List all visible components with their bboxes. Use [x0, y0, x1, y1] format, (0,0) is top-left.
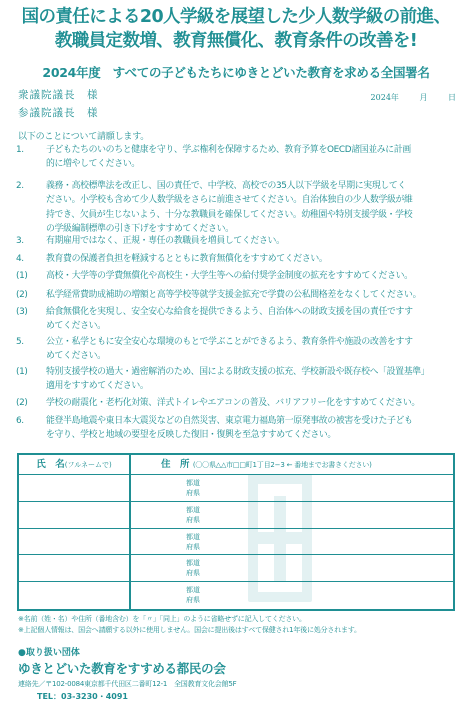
note-privacy: ※上記個人情報は、国会へ請願する以外に使用しません。国会に提出後はすべて保健され1年後に処分されます。 [18, 626, 361, 634]
name-column-header [19, 455, 129, 475]
date-day: 日 [448, 93, 456, 102]
item-line: 能登半島地震や東日本大震災などの自然災害、東京電力福島第一原発事故の被害を受けた子ども [46, 416, 413, 426]
item-number: 2. [16, 181, 24, 191]
item-number: 1. [16, 145, 24, 155]
organization-tel: TEL：03-3230・4091 [37, 692, 129, 701]
signature-row[interactable] [19, 555, 453, 582]
signature-row[interactable] [19, 582, 453, 609]
item-line: 的に増やしてください。 [46, 159, 140, 170]
item-line: 特別支援学校の過大・過密解消のため、国による財政支援の拡充、学校新設や既存校へ「設置基準」 [46, 367, 430, 377]
item-number: 6. [16, 416, 24, 426]
addressee-house-of-representatives: 衆議院議長 様 [18, 89, 99, 101]
pref-label-fuken: 府県 [186, 596, 200, 605]
item-text [46, 288, 456, 302]
item-line: 教育費の保護者負担を軽減するとともに教育無償化をすすめてください。 [46, 254, 328, 264]
date-line [371, 92, 456, 103]
address-header-note: (〇〇県△△市□□町1丁目2−3 ← 番地までお書きください) [192, 461, 372, 469]
petition-title-line-2: 教職員定数増、教育無償化、教育条件の改善を! [54, 31, 418, 51]
item-text [46, 365, 456, 394]
date-month: 月 [419, 93, 428, 102]
item-line: めてください。 [46, 321, 106, 332]
item-line: ださい。小学校も含めて少人数学級をさらに前進させてください。自治体独自の少人数学級が維 [46, 195, 413, 206]
address-header-label: 住 所 [161, 459, 190, 470]
prefecture-label [186, 505, 200, 525]
item-line: 適用をすすめてください。 [46, 381, 149, 392]
pref-label-fuken: 府県 [186, 569, 200, 578]
item-line: 給食無償化を実現し、安全安心な給食を提供できるよう、自治体への財政支援を国の責任ですす [46, 307, 413, 317]
prefecture-label [186, 558, 200, 578]
pref-label-fuken: 府県 [186, 489, 200, 497]
item-number: (1) [16, 367, 28, 377]
item-text [46, 143, 456, 172]
item-line: を守り、学校と地域の要望を反映した復旧・復興を至急すすめてください。 [46, 430, 336, 441]
name-header-note: (フルネームで) [64, 461, 112, 469]
date-year: 2024年 [370, 93, 399, 102]
item-number: 4. [16, 254, 24, 264]
petition-subtitle: 2024年度 すべての子どもたちにゆきとどいた教育を求める全国署名 [42, 65, 430, 80]
item-line: 子どもたちのいのちと健康を守り、学ぶ権利を保障するため、教育予算をOECD諸国並みに計画 [46, 145, 411, 155]
item-line: 私学経常費助成補助の増額と高等学校等就学支援金拡充で学費の公私間格差をなくしてください。 [46, 290, 422, 300]
prefecture-label [186, 532, 200, 552]
item-line: 有期雇用ではなく、正規・専任の教職員を増員してください。 [46, 236, 285, 246]
item-line: 高校・大学等の学費無償化や高校生・大学生等への給付奨学金制度の拡充をすすめてください。 [46, 271, 413, 281]
item-text [46, 252, 456, 266]
signature-row[interactable] [19, 502, 453, 529]
petition-title-line-1: 国の責任による20人学級を展望した少人数学級の前進、 [21, 7, 451, 27]
item-line: 持でき、欠員が生じないよう、十分な教職員を確保してください。幼稚園や特別支援学級・学校 [46, 209, 413, 220]
item-line: の学級編制標準の引き下げをすすめてください。 [46, 223, 234, 234]
organization-address: 連絡先／〒102-0084東京都千代田区二番町12-1 全国教育文化会館5F [18, 680, 237, 688]
pref-label-fuken: 府県 [186, 515, 200, 524]
item-text [46, 234, 456, 248]
petition-intro: 以下のことについて請願します。 [18, 132, 150, 142]
item-text [46, 396, 456, 410]
signature-row[interactable] [19, 475, 453, 502]
pref-label-fuken: 府県 [186, 542, 200, 551]
item-line: めてください。 [46, 351, 106, 362]
item-line: 公立・私学ともに安全安心な環境のもとで学ぶことができるよう、教育条件や施設の改善をすす [46, 337, 413, 347]
item-number: (1) [16, 271, 28, 281]
pref-label-todo: 都道 [186, 479, 200, 487]
item-text [46, 305, 456, 334]
address-column-header [161, 455, 372, 475]
organization-label: ●取り扱い団体 [18, 648, 80, 658]
prefecture-label [186, 585, 200, 605]
prefecture-label [186, 478, 200, 498]
pref-label-todo: 都道 [186, 586, 200, 595]
signature-table-header [19, 455, 453, 475]
pref-label-todo: 都道 [186, 532, 200, 541]
organization-name: ゆきとどいた教育をすすめる都民の会 [18, 661, 226, 676]
item-text [46, 335, 456, 364]
addressee-house-of-councillors: 参議院議長 様 [18, 107, 99, 119]
item-number: 3. [16, 236, 24, 246]
signature-table [17, 453, 455, 611]
note-no-abbreviation: ※名前（姓・名）や住所（番地含む）を「〃」「同上」のように省略せずに記入してください。 [18, 615, 306, 623]
item-text [46, 414, 456, 443]
pref-label-todo: 都道 [186, 559, 200, 568]
item-text [46, 179, 456, 236]
signature-row[interactable] [19, 529, 453, 556]
item-number: (2) [16, 290, 28, 300]
item-number: 5. [16, 337, 24, 347]
item-line: 義務・高校標準法を改正し、国の責任で、中学校、高校での35人以下学級を早期に実現してく [46, 181, 406, 191]
name-header-label: 氏 名 [36, 459, 65, 470]
pref-label-todo: 都道 [186, 505, 200, 514]
item-line: 学校の耐震化・老朽化対策、洋式トイレやエアコンの普及、バリアフリー化をすすめてください。 [46, 398, 420, 408]
item-text [46, 269, 456, 283]
item-number: (3) [16, 307, 28, 317]
item-number: (2) [16, 398, 28, 408]
